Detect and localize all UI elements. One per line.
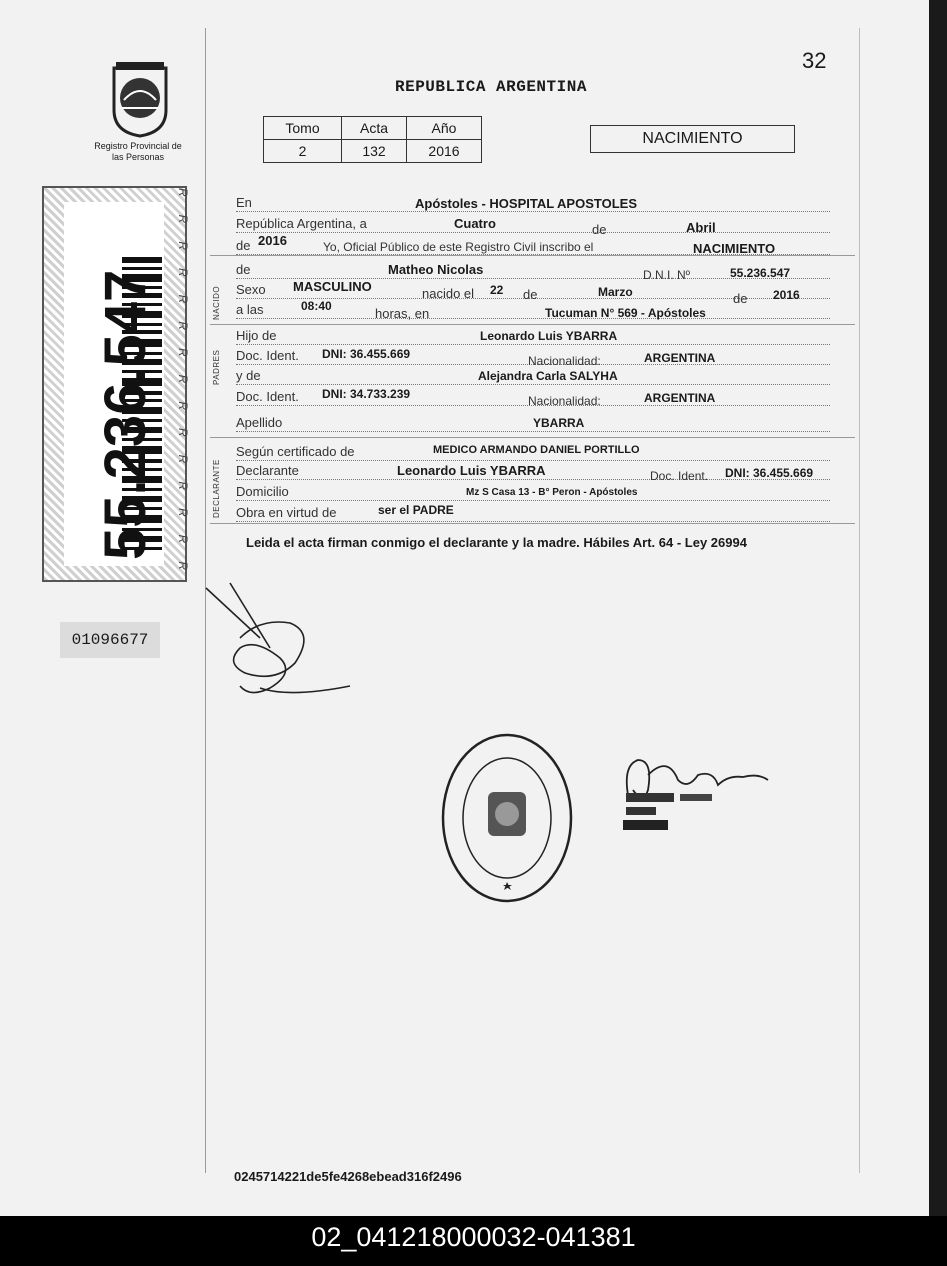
nac-dia: 22 [490,283,504,297]
en-label: En [236,195,252,210]
en-value: Apóstoles - HOSPITAL APOSTOLES [415,196,637,211]
madre-nac: ARGENTINA [644,391,716,405]
decl-doc: DNI: 36.455.669 [725,466,814,480]
sexo-value: MASCULINO [293,279,372,294]
de-label: de [592,222,607,237]
page-number: 32 [802,48,827,73]
apellido-value: YBARRA [533,416,585,430]
nac-de-label: de [523,287,538,302]
decl-doc-label: Doc. Ident. [650,469,709,483]
acta-header: Acta [342,117,407,140]
page-title: REPUBLICA ARGENTINA [395,78,587,96]
madre-value: Alejandra Carla SALYHA [478,369,618,383]
dni-label: D.N.I. Nº [643,268,691,282]
closing-statement: Leida el acta firman conmigo el declarante y la madre. Hábiles Art. 64 - Ley 26994 [246,535,747,550]
alas-label: a las [236,302,264,317]
decl-label: Declarante [236,463,299,478]
madre-nac-label: Nacionalidad: [528,394,601,408]
lugar-value: Tucuman N° 569 - Apóstoles [545,306,706,320]
divider-end [210,523,855,524]
serial-number: 01096677 [60,622,160,658]
tomo-header: Tomo [264,117,342,140]
madre-doc-label: Doc. Ident. [236,389,299,404]
padre-nac: ARGENTINA [644,351,716,365]
obra-value: ser el PADRE [378,503,454,517]
apellido-label: Apellido [236,415,283,430]
dom-label: Domicilio [236,484,289,499]
madre-doc: DNI: 34.733.239 [322,387,411,401]
logo-text: Registro Provincial de las Personas [94,141,182,162]
nombre-value: Matheo Nicolas [388,262,484,277]
horas-label: horas, en [375,306,430,321]
obra-label: Obra en virtud de [236,505,337,520]
barcode-side-marks: RRRRRRRRRRRRRRR [176,188,190,588]
decl-value: Leonardo Luis YBARRA [397,463,546,478]
divider-padres [210,324,855,325]
padre-doc-label: Doc. Ident. [236,348,299,363]
row-obra [236,505,830,522]
anio-value: 2016 [258,233,287,248]
tomo-value: 2 [264,140,342,163]
dom-value: Mz S Casa 13 - B° Peron - Apóstoles [466,487,638,498]
anio-value: 2016 [407,140,482,163]
section-padres: PADRES [212,349,221,385]
anio-prefix: de [236,238,251,253]
padre-nac-label: Nacionalidad: [528,354,601,368]
hijo-label: Hijo de [236,328,277,343]
section-declarante: DECLARANTE [212,459,221,518]
dni-barcode-label [42,186,190,588]
official-seal-icon [440,732,575,904]
barcode-dni-number: 55.236.547 [93,269,158,560]
padre-doc: DNI: 36.455.669 [322,347,411,361]
declarant-signature-icon [200,578,360,718]
dni-value: 55.236.547 [730,266,791,280]
divider-declarante [210,437,855,438]
record-table [263,116,482,163]
footer-id: 02_041218000032-041381 [0,1216,947,1266]
scan-edge [929,0,947,1216]
republica-label: República Argentina, a [236,216,367,231]
oficial-text: Yo, Oficial Público de este Registro Civil inscribo el [323,240,594,254]
padre-value: Leonardo Luis YBARRA [480,329,618,343]
sexo-label: Sexo [236,282,266,297]
de-label-2: de [236,262,251,277]
cert-value: MEDICO ARMANDO DANIEL PORTILLO [433,444,640,456]
inscripcion-value: NACIMIENTO [693,241,776,256]
anio-header: Año [407,117,482,140]
nac-de-label-2: de [733,291,748,306]
row-republica [236,216,830,233]
section-nacido: NACIDO [212,285,221,320]
mes-value: Abril [686,220,716,235]
document-hash: 0245714221de5fe4268ebead316f2496 [234,1169,462,1184]
nac-anio: 2016 [773,288,800,302]
hora-value: 08:40 [301,299,332,313]
dia-value: Cuatro [454,216,496,231]
yde-label: y de [236,368,261,383]
record-type-box: NACIMIENTO [590,125,795,153]
province-seal-icon [100,60,180,140]
official-stamp-icon [618,735,803,840]
cert-label: Según certificado de [236,444,355,459]
nac-mes: Marzo [598,285,633,299]
acta-value: 132 [342,140,407,163]
nacido-label: nacido el [422,286,475,301]
